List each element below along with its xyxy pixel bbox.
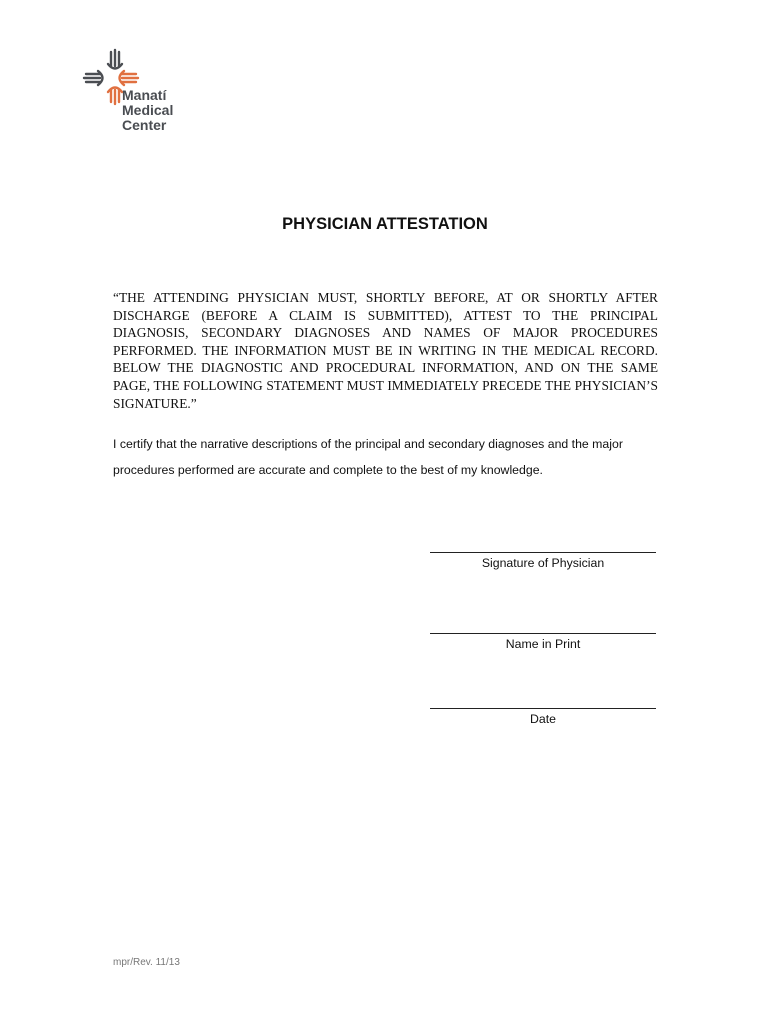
name-label: Name in Print [505,637,581,651]
name-line [430,633,656,634]
manati-medical-center-logo [80,46,198,146]
date-label: Date [530,712,556,726]
revision-footer: mpr/Rev. 11/13 [113,957,180,968]
logo-line-2: Medical [122,102,174,118]
logo-line-3: Center [122,117,167,133]
signature-line [430,552,656,553]
logo-line-1: Manatí [122,87,167,103]
logo-wordmark [122,88,173,133]
date-line [430,708,656,709]
page-title: PHYSICIAN ATTESTATION [282,215,488,233]
date-field[interactable] [428,708,658,726]
certification-statement: I certify that the narrative descriptions of the principal and secondary diagnoses and the major procedures performed are accurate and complete to the best of my knowledge. [113,437,623,477]
physician-signature-field[interactable] [428,552,658,570]
name-in-print-field[interactable] [428,633,658,651]
attestation-requirement-quote: “THE ATTENDING PHYSICIAN MUST, SHORTLY BEFORE, AT OR SHORTLY AFTER DISCHARGE (BEFORE A CLAIM IS SUBMITTED), ATTEST TO THE PRINCIPAL DIAGNOSIS, SECONDARY DIAGNOSES AND NAMES OF MAJOR PROCEDURES PERFORMED. THE INFORMATION MUST BE IN WRITING IN THE MEDICAL RECORD. BELOW THE DIAGNOSTIC AND PROCEDURAL INFORMATION, AND ON THE SAME PAGE, THE FOLLOWING STATEMENT MUST IMMEDIATELY PRECEDE THE PHYSICIAN’S SIGNATURE.” [113,290,658,411]
signature-label: Signature of Physician [481,556,605,570]
